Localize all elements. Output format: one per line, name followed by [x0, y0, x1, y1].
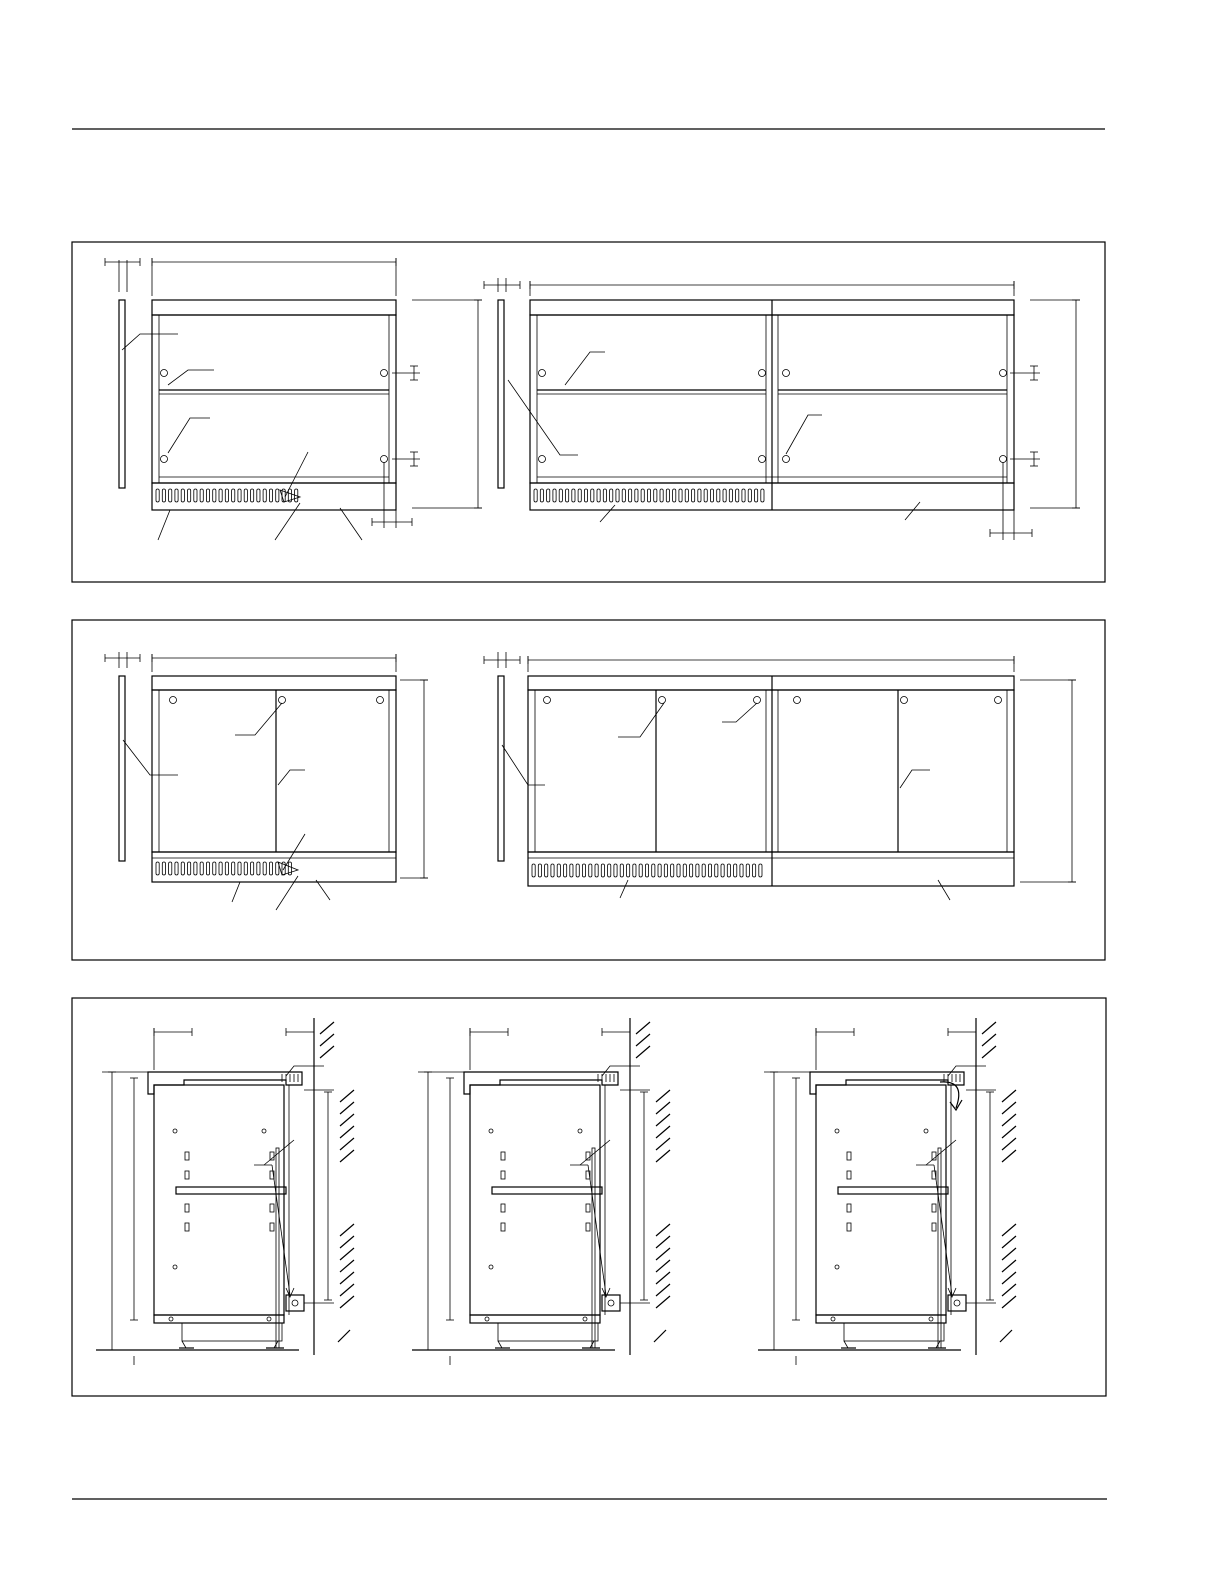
figure-frame-2	[72, 620, 1105, 960]
figure-frame-1	[72, 242, 1105, 582]
